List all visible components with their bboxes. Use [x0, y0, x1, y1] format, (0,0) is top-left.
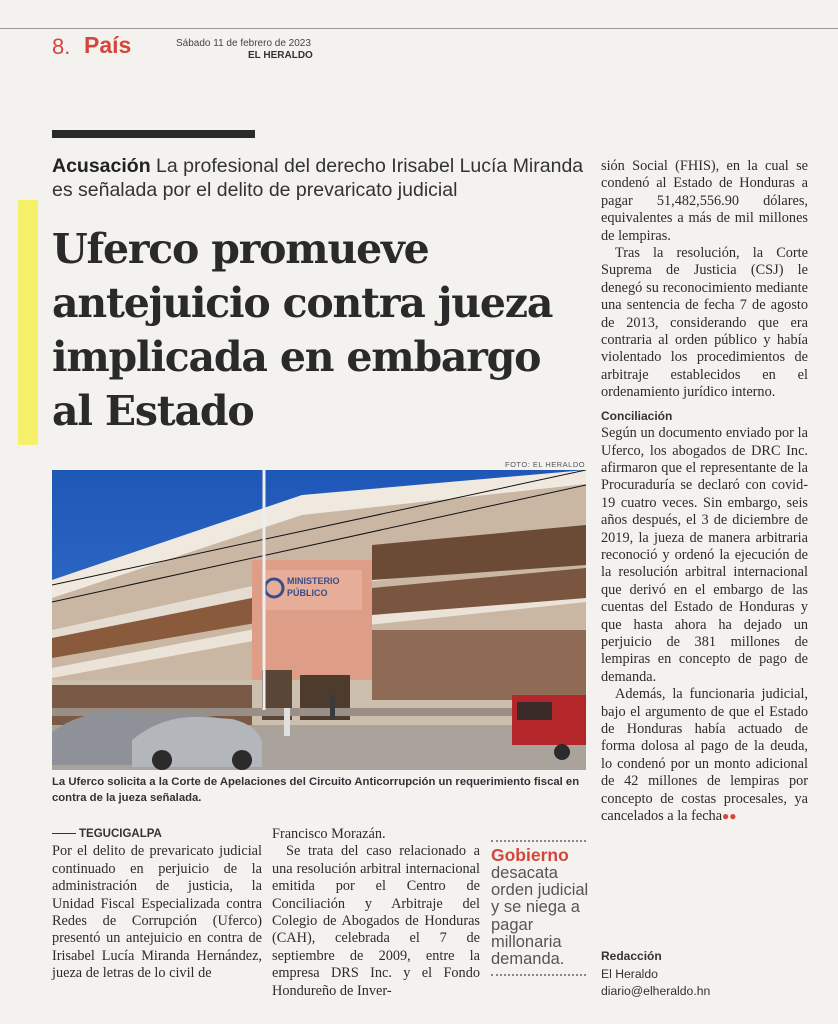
headline: Uferco promueve antejuicio contra jueza implicada en embargo al Estado — [52, 225, 553, 435]
article-column-3 — [601, 158, 808, 825]
highlighter-mark — [18, 200, 38, 445]
paragraph-text: Además, la funcionaria judicial, bajo el argumento de que el Estado de Honduras había actuado de forma dolosa al pago de la deuda, lo condenó por un monto adicional de 42 millones de lempiras por concepto de costas procesales, ya cancelados a la fecha — [601, 686, 808, 825]
kicker — [52, 154, 592, 202]
dateline-city: TEGUCIGALPA — [52, 826, 262, 843]
byline-label: Redacción — [601, 949, 662, 963]
kicker-text: La profesional del derecho Irisabel Lucía Miranda es señalada por el delito de prevaricato judicial — [52, 155, 584, 201]
byline-name: El Heraldo — [601, 966, 658, 981]
page-number: 8. — [52, 34, 71, 59]
article-column-1 — [52, 826, 262, 983]
sign-text-1: MINISTERIO — [287, 576, 340, 586]
byline — [601, 948, 811, 1001]
kicker-rule — [52, 130, 255, 138]
paragraph: Por el delito de prevaricato judicial continuado en perjuicio de la administración de justicia, la Unidad Fiscal Especializada contra Redes de Corrupción (Uferco) presentó un antejuicio en contra de Irisabel Lucía Miranda Hernández, jueza de letras de lo civil de — [52, 843, 262, 982]
kicker-label: Acusación — [52, 155, 151, 177]
end-mark-icon: ●● — [722, 809, 737, 824]
pull-quote-rule-bottom — [491, 974, 586, 976]
sign-text-2: PÚBLICO — [287, 588, 328, 598]
paragraph — [601, 686, 808, 825]
subheading: Conciliación — [601, 408, 673, 423]
article-column-2 — [272, 826, 480, 1000]
building-photo — [52, 470, 586, 770]
paragraph: Francisco Morazán. — [272, 826, 386, 842]
byline-email: diario@elheraldo.hn — [601, 984, 711, 998]
pull-quote-rule — [491, 840, 586, 842]
photo-credit: FOTO: EL HERALDO — [505, 460, 586, 469]
paragraph: Tras la resolución, la Corte Suprema de Justicia (CSJ) le denegó su reconocimiento mediante una sentencia de fecha 7 de agosto de 2013, considerando que era contraria al orden público y había violentado los procedimientos de arbitraje establecidos en el ordenamiento jurídico interno. — [601, 245, 808, 401]
pull-quote-head: Gobierno — [491, 845, 569, 865]
paragraph: Según un documento enviado por la Uferco, los abogados de DRC Inc. afirmaron que el representante de la Procuraduría se declaró con covid-19 cuatro veces. Sin embargo, seis años después, el 3 de diciembre de 2019, la jueza de manera arbitraria reconoció y ordenó la ejecución de la resolución arbitral internacional que derivó en el embargo de las cuentas del Estado de Honduras y que hasta ahora ha dejado un perjuicio de 381 millones de lempiras en concepto de pago de demanda. — [601, 425, 808, 685]
pull-quote-text: desacata orden judicial y se niega a pagar millonaria demanda. — [491, 864, 589, 969]
newspaper-name: EL HERALDO — [248, 50, 313, 61]
paragraph: Se trata del caso relacionado a una resolución arbitral internacional emitida por el Centro de Conciliación y Arbitraje del Colegio de Abogados de Honduras (CAH), celebrada el 7 de septiembre de 2009, entre la empresa DRS Inc. y el Fondo Hondureño de Inver- — [272, 843, 480, 999]
paragraph: sión Social (FHIS), en la cual se condenó al Estado de Honduras a pagar 51,482,556.90 dólares, equivalentes a más de mil millones de lempiras. — [601, 158, 808, 244]
photo-caption: La Uferco solicita a la Corte de Apelaciones del Circuito Anticorrupción un requerimiento fiscal en contra de la jueza señalada. — [52, 776, 580, 804]
section-name: País — [84, 32, 132, 58]
top-rule — [0, 28, 838, 29]
pull-quote — [491, 840, 591, 976]
issue-date: Sábado 11 de febrero de 2023 — [176, 38, 311, 49]
